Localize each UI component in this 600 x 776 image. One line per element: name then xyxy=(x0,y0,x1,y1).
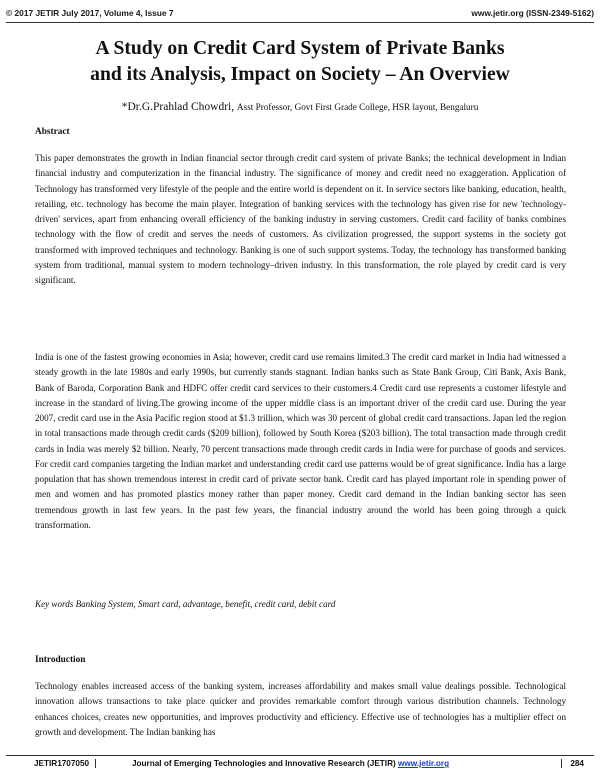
abstract-paragraph-2: India is one of the fastest growing economies in Asia; however, credit card use remains limited.3 The credit card market in India had witnessed a steady growth in the late 1980s and early 1990s, but currently stands stagnant. Indian banks such as State Bank Group, Citi Bank, Axis Bank, Bank of Baroda, Corporation Bank and HDFC offer credit card services to their customers.4 Credit card use represents a customer lifestyle and increase in the standard of living.The growing income of the upper middle class is an important driver of the credit card use. During the year 2007, credit card use in the Asia Pacific region stood at $1.3 trillion, which was 30 percent of global credit card transactions. Japan led the region in total transactions made through credit cards ($209 billion), followed by South Korea ($203 billion). The total transaction made through credit cards in India was merely $2 billion. Nearly, 70 percent transactions made through credit cards in India were for purchase of goods and services. For credit card companies targeting the Indian market and understanding credit card use patterns would be of great significance. India has a large population that has shown tremendous interest in credit card of private sector bank. Credit card has played important role in spending power of men and women and has promoted plastics money rather than paper money. Credit card demand in the Indian banking sector has seen tremendous growth in last few years. In the past few years, the financial industry around the world has been going through a quick transformation. xyxy=(35,352,566,530)
footer-rule xyxy=(6,755,594,756)
author-line xyxy=(0,101,600,113)
author-affiliation: Asst Professor, Govt First Grade College, HSR layout, Bengaluru xyxy=(237,102,479,112)
journal-link[interactable]: www.jetir.org xyxy=(398,759,450,768)
introduction-heading: Introduction xyxy=(35,655,86,665)
journal-full-name: Journal of Emerging Technologies and Innovative Research (JETIR) xyxy=(132,759,396,768)
paper-title xyxy=(20,36,580,88)
header-rule xyxy=(6,22,594,23)
title-line-2: and its Analysis, Impact on Society – An Overview xyxy=(90,64,510,85)
article-id: JETIR1707050 xyxy=(34,759,96,768)
journal-issue-info: © 2017 JETIR July 2017, Volume 4, Issue 7 xyxy=(6,8,174,18)
journal-name xyxy=(132,759,449,768)
introduction-paragraph: Technology enables increased access of the banking system, increases affordability and makes small value dealings possible. Technological innovation allows transactions to take place quicker and provides remarkable comfort through various distribution channels. Technology enhances choices, creates new opportunities, and improves productivity and efficiency. Effective use of technologies has a multiplier effect on growth and development. The Indian banking has xyxy=(35,681,566,737)
page-number: 284 xyxy=(561,759,584,768)
title-line-1: A Study on Credit Card System of Private Banks xyxy=(95,38,505,59)
page-header xyxy=(6,8,594,24)
author-name: *Dr.G.Prahlad Chowdri, xyxy=(121,101,235,113)
keywords: Key words Banking System, Smart card, advantage, benefit, credit card, debit card xyxy=(35,599,336,609)
page-footer xyxy=(6,755,594,773)
abstract-paragraph-1: This paper demonstrates the growth in Indian financial sector through credit card system of private Banks; the technical development in Indian financial industry and computerization in the financial industry. The significance of money and credit need no exaggeration. Application of Technology has transformed very lifestyle of the people and the entire world is dependent on it. In service sectors like banking, education, health, retailing, etc. technology has become the main player. Integration of banking services with the technology has given rise for new 'technology-driven' services, apart from enhancing overall efficiency of the banking industry in serving customers. Credit card facility of banks combines technology with the flow of credit and serves the needs of customers. As civilization progressed, the support systems in the society got transformed with improved techniques and technology. Banking is one of such support systems. Today, the technology has transformed banking system from traditional, manual system to modern technology–driven industry. In this transformation, the role played by credit card is very significant. xyxy=(35,153,566,285)
abstract-heading: Abstract xyxy=(35,127,70,137)
journal-website-issn: www.jetir.org (ISSN-2349-5162) xyxy=(471,8,594,18)
